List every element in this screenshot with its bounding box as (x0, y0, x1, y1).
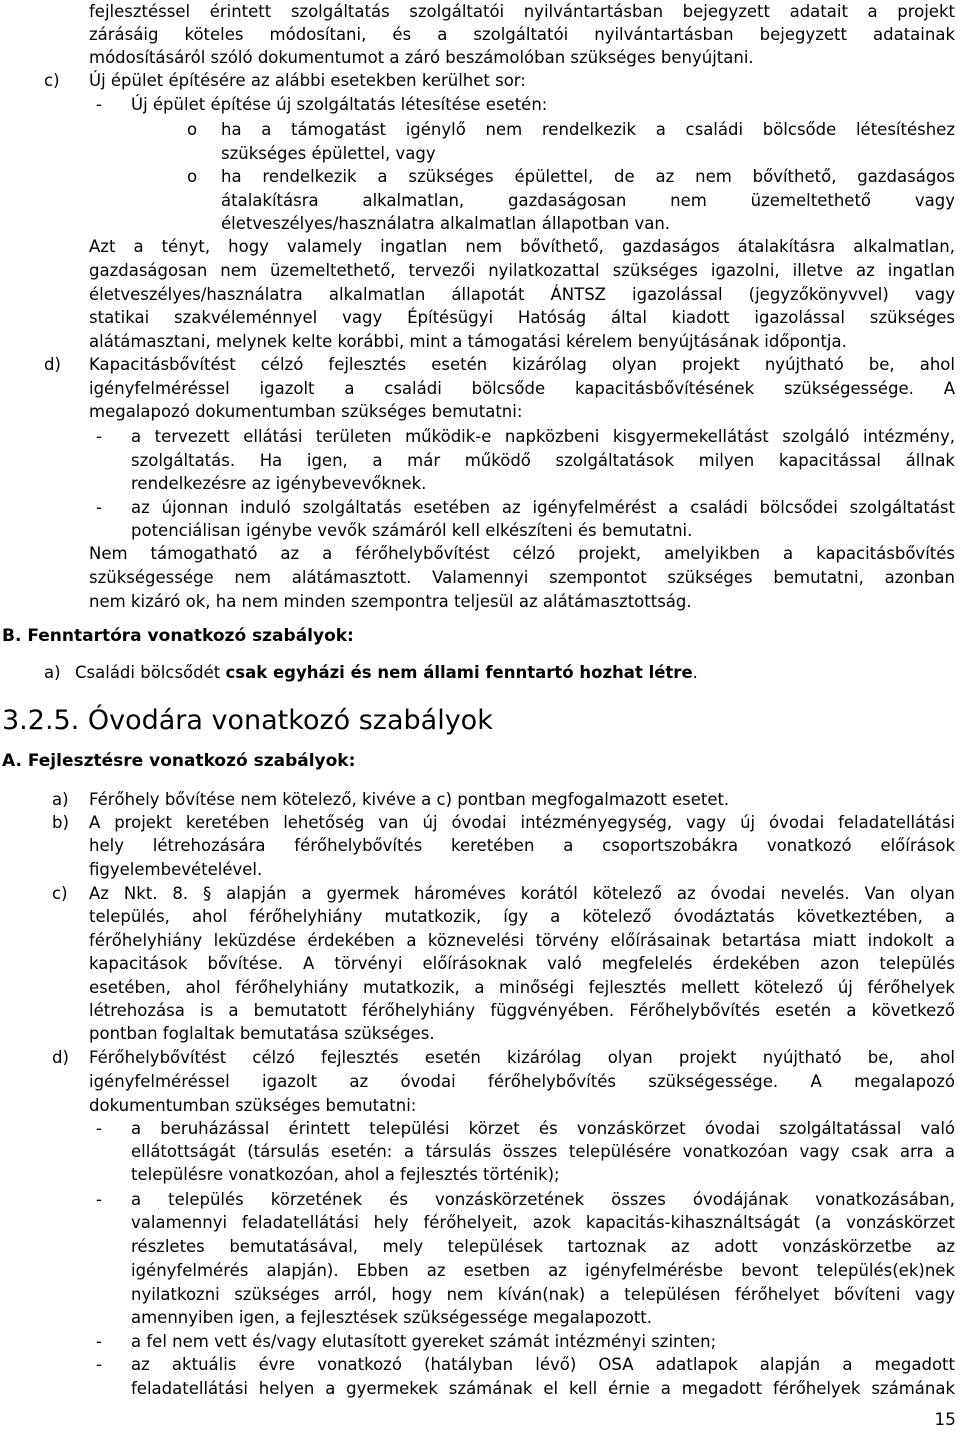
list-marker: d) (44, 355, 61, 374)
text-line: településre vonatkozóan, ahol a fejlesztés történik); (131, 1165, 560, 1184)
text-line: férőhelyhiány leküzdése érdekében a köznevelési törvény előírásainak betartása miatt indokolt a (89, 931, 955, 950)
text-line: amennyiben igen, a fejlesztések szükségessége megalapozott. (131, 1308, 653, 1327)
text-line: Az Nkt. 8. § alapján a gyermek hároméves korától kötelező az óvodai nevelés. Van olyan (89, 884, 955, 903)
text-line: gazdaságosan nem üzemeltethető, tervezői nyilatkozattal szükséges igazolni, illetve az ingatlan (89, 261, 955, 280)
bullet-circle: o (187, 167, 198, 186)
text-line: igényfelméréssel igazolt a családi bölcsőde kapacitásbővítésének szükségessége. A (89, 379, 955, 398)
text-line: zárásáig köteles módosítani, és a szolgáltatói nyilvántartásban bejegyzett adatainak (89, 25, 955, 44)
text-line: Kapacitásbővítést célzó fejlesztés esetén kizárólag olyan projekt nyújtható be, ahol (89, 355, 955, 374)
text-line: dokumentumban szükséges bemutatni: (89, 1096, 417, 1115)
text-line: a tervezett ellátási területen működik-e napközbeni kisgyermekellátást szolgáló intézmény, (131, 427, 955, 446)
text-line: Új épület építésére az alábbi esetekben kerülhet sor: (89, 71, 526, 90)
bullet-dash: - (96, 1332, 102, 1351)
text-line: Férőhely bővítése nem kötelező, kivéve a c) pontban megfogalmazott esetet. (89, 790, 730, 809)
text-line: feladatellátási helyen a gyermekek számának el kell érnie a megadott férőhelyek számának (131, 1379, 955, 1398)
text-line: figyelembevételével. (89, 860, 263, 879)
list-marker: c) (52, 884, 68, 903)
bullet-dash: - (96, 427, 102, 446)
list-marker: a) (52, 790, 69, 809)
text-line: ha rendelkezik a szükséges épülettel, de az nem bővíthető, gazdaságos (221, 167, 955, 186)
text-line: igényfelmérés alapján). Ebben az esetben az igényfelmérésbe bevont település(ek)nek (131, 1261, 955, 1280)
page-heading: 3.2.5. Óvodára vonatkozó szabályok (2, 705, 493, 736)
bullet-circle: o (187, 120, 198, 139)
text-line: szolgáltatás. Ha igen, a már működő szolgáltatások milyen kapacitással állnak (131, 451, 955, 470)
text-line: a fel nem vett és/vagy elutasított gyereket számát intézményi szinten; (131, 1332, 717, 1351)
text-line: a település körzetének és vonzáskörzetének összes óvodájának vonatkozásában, (131, 1190, 955, 1209)
bullet-dash: - (96, 1355, 102, 1374)
text-line: kapacitások bővítése. A törvényi előírásoknak való megfelelés érdekében azon település (89, 954, 955, 973)
text-line: Férőhelybővítést célzó fejlesztés esetén kizárólag olyan projekt nyújtható be, ahol (89, 1048, 955, 1067)
section-heading: B. Fenntartóra vonatkozó szabályok: (2, 626, 354, 646)
text-line: Családi bölcsődét csak egyházi és nem állami fenntartó hozhat létre. (75, 663, 698, 682)
text-line: létrehozása is a bemutatott férőhelyhiány függvényében. Férőhelybővítés esetén a következő (89, 1001, 955, 1020)
text-line: valamennyi feladatellátási hely férőhelyeit, azok kapacitás-kihasználtságát (a vonzáskörzet (131, 1213, 955, 1232)
text-line: megalapozó dokumentumban szükséges bemutatni: (89, 402, 523, 421)
text-line: a beruházással érintett települési körzet és vonzáskörzet óvodai szolgáltatással való (131, 1119, 955, 1138)
text-line: potenciálisan igénybe vevők számáról kell elkészíteni és bemutatni. (131, 521, 693, 540)
page-number: 15 (934, 1410, 956, 1430)
text-line: fejlesztéssel érintett szolgáltatás szolgáltatói nyilvántartásban bejegyzett adatait a projekt (89, 2, 955, 21)
list-marker: c) (44, 71, 60, 90)
list-marker: d) (52, 1048, 69, 1067)
bullet-dash: - (96, 95, 102, 114)
bullet-dash: - (96, 1119, 102, 1138)
text-line: részletes bemutatásával, mely települések tartoznak az adott vonzáskörzetbe az (131, 1237, 955, 1256)
bullet-dash: - (96, 1190, 102, 1209)
section-heading: A. Fejlesztésre vonatkozó szabályok: (2, 751, 356, 771)
text-line: esetében, ahol férőhelyhiány mutatkozik, a minőségi fejlesztés mellett kötelező új férőhelyek (89, 978, 955, 997)
text-line: alátámasztani, melynek kelte korábbi, mint a támogatási kérelem benyújtásának időpontja. (89, 332, 847, 351)
text-line: pontban foglaltak bemutatása szükséges. (89, 1024, 435, 1043)
text-line: módosításáról szóló dokumentumot a záró beszámolóban szükséges benyújtani. (89, 48, 754, 67)
text-line: rendelkezésre az igénybevevőknek. (131, 474, 427, 493)
text-line: szükségessége nem alátámasztott. Valamennyi szempontot szükséges bemutatni, azonban (89, 568, 955, 587)
bullet-dash: - (96, 498, 102, 517)
text-line: nyilatkozni szükséges arról, hogy nem kíván(nak) a településen férőhelyet bővíteni vagy (131, 1285, 955, 1304)
text-line: statikai szakvéleménnyel vagy Építésügyi Hatóság által kiadott igazolással szükséges (89, 308, 955, 327)
text-line: hely létrehozására férőhelybővítés keretében a csoportszobákra vonatkozó előírások (89, 836, 955, 855)
text-line: igényfelméréssel igazolt az óvodai férőhelybővítés szükségessége. A megalapozó (89, 1072, 955, 1091)
text-line: átalakításra alkalmatlan, gazdaságosan nem üzemeltethető vagy (221, 191, 955, 210)
text-line: nem kizáró ok, ha nem minden szempontra teljesül az alátámasztottság. (89, 592, 692, 611)
text-line: szükséges épülettel, vagy (221, 144, 436, 163)
list-marker: a) (44, 663, 61, 682)
text-line: ha a támogatást igénylő nem rendelkezik a családi bölcsőde létesítéshez (221, 120, 955, 139)
text-line: Nem támogatható az a férőhelybővítést célzó projekt, amelyikben a kapacitásbővítés (89, 544, 955, 563)
text-line: az aktuális évre vonatkozó (hatályban lévő) OSA adatlapok alapján a megadott (131, 1355, 955, 1374)
text-line: az újonnan induló szolgáltatás esetében az igényfelmérést a családi bölcsődei szolgáltatást (131, 498, 955, 517)
text-line: település, ahol férőhelyhiány mutatkozik, így a kötelező óvodáztatás következtében, a (89, 907, 955, 926)
text-line: életveszélyes/használatra alkalmatlan állapotát ÁNTSZ igazolással (jegyzőkönyvvel) vagy (89, 285, 955, 304)
text-line: ellátottságát (társulás esetén: a társulás összes településére vonatkozóan vagy csak arra a (131, 1142, 955, 1161)
list-marker: b) (52, 813, 69, 832)
text-line: Új épület építése új szolgáltatás létesítése esetén: (131, 95, 548, 114)
text-line: A projekt keretében lehetőség van új óvodai intézményegység, vagy új óvodai feladatellátási (89, 813, 955, 832)
text-line: Azt a tényt, hogy valamely ingatlan nem bővíthető, gazdaságos átalakításra alkalmatlan, (89, 237, 955, 256)
text-line: életveszélyes/használatra alkalmatlan állapotban van. (221, 214, 671, 233)
